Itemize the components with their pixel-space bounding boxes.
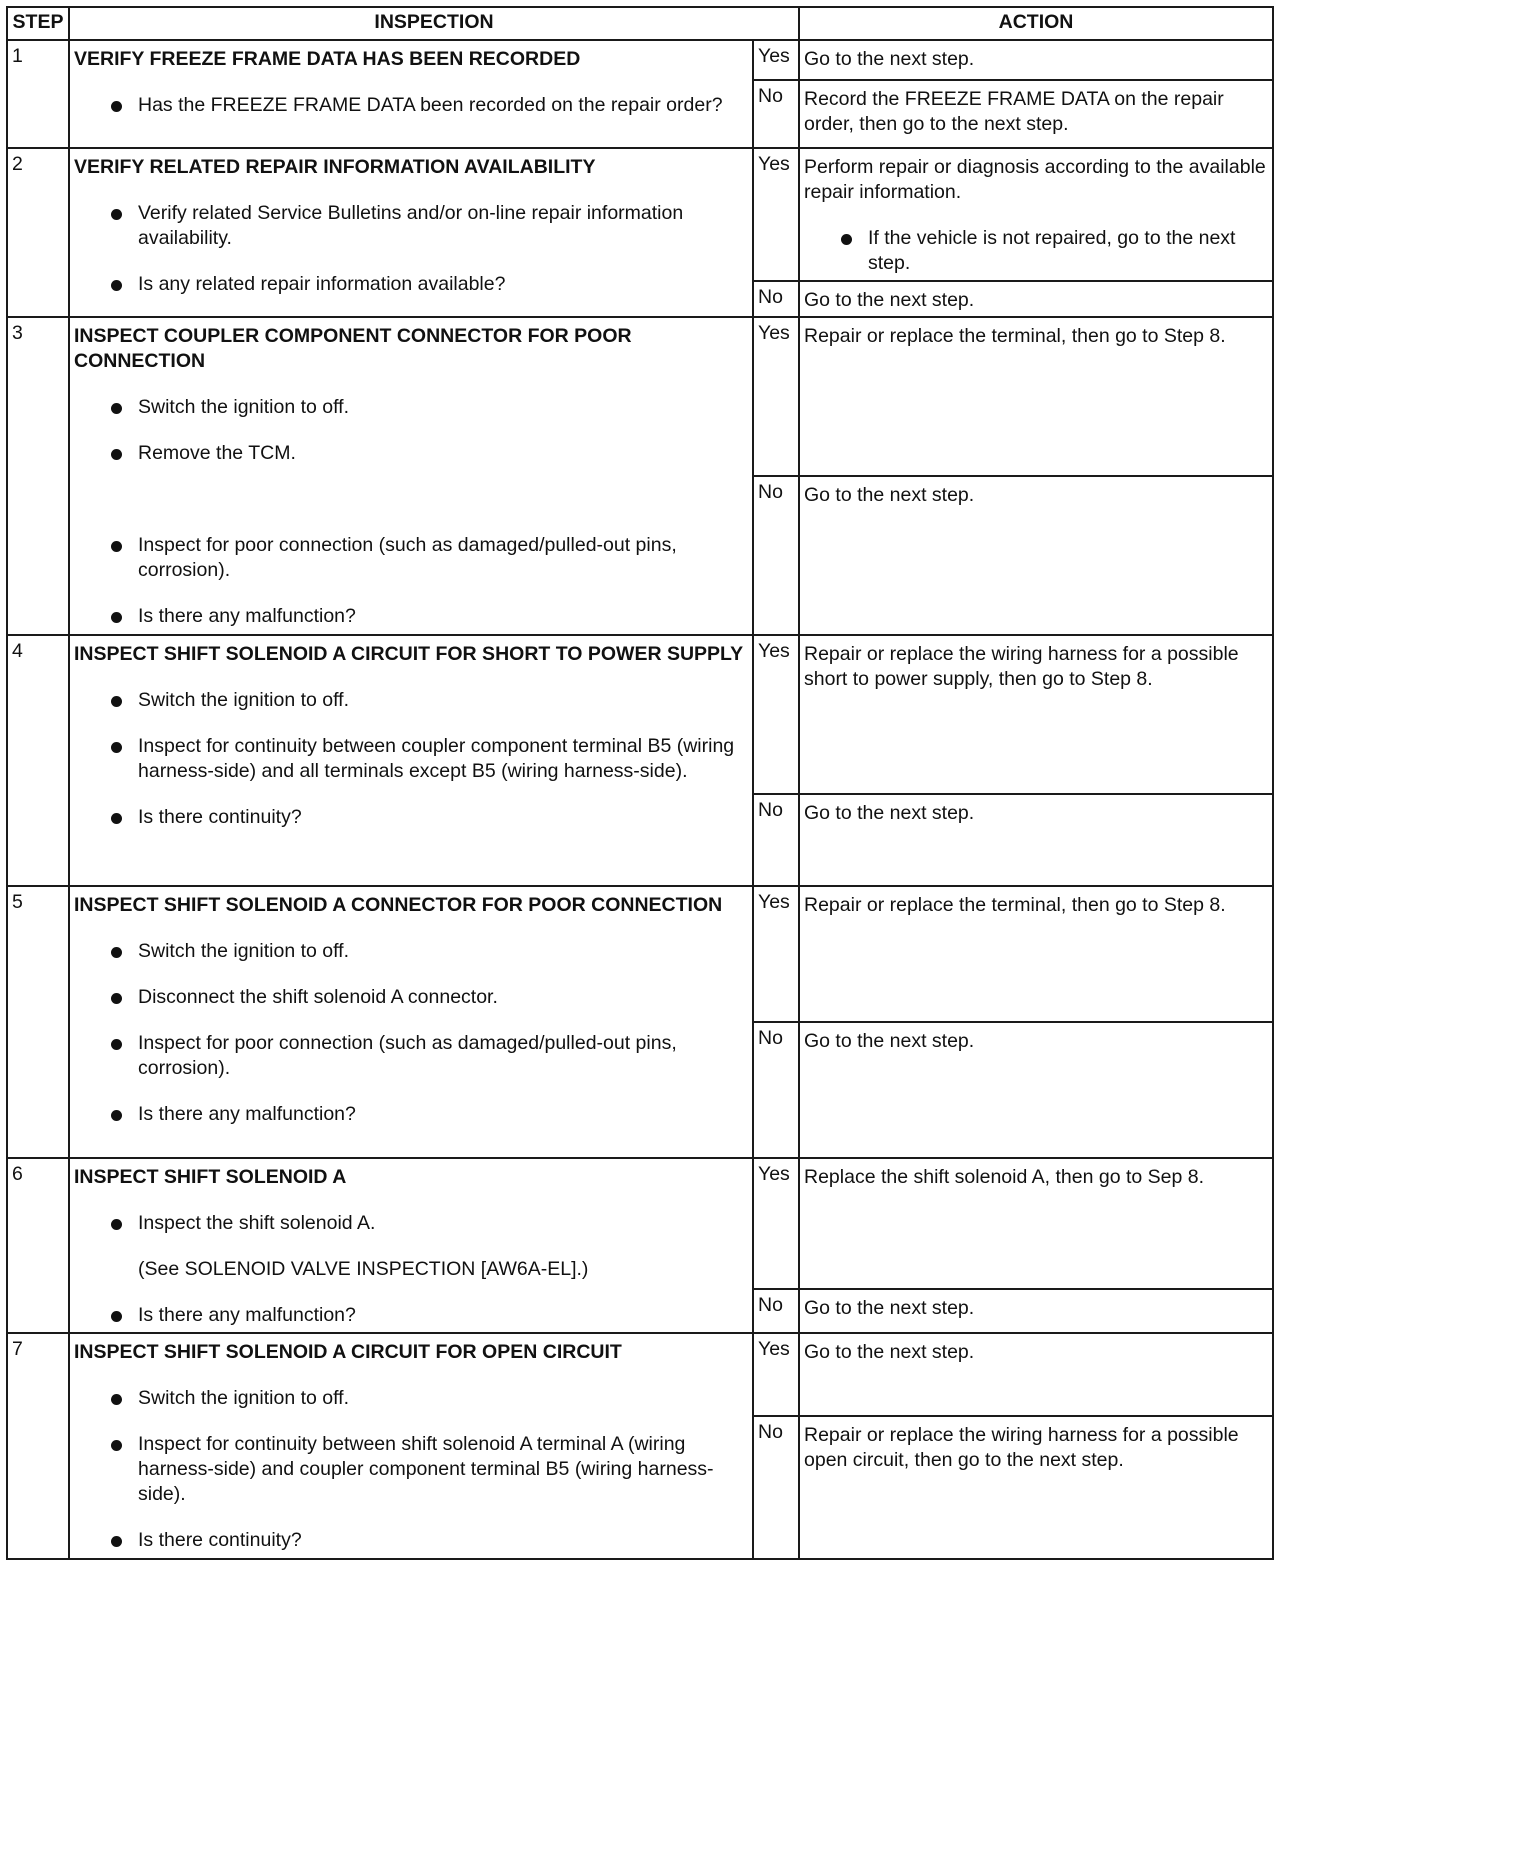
- inspection-bullets: [74, 1303, 748, 1328]
- yes-action-text: Repair or replace the terminal, then go to Step 8.: [804, 325, 1226, 347]
- no-action: [799, 1416, 1273, 1559]
- yes-label: Yes: [753, 148, 799, 281]
- yes-action-text: Repair or replace the wiring harness for a possible short to power supply, then go to Step 8.: [804, 643, 1239, 690]
- inspection-cell: [69, 635, 753, 886]
- step-7-yes-row: [7, 1333, 1273, 1416]
- bullet-item: Is there any malfunction?: [74, 1102, 748, 1127]
- yes-label: Yes: [753, 1158, 799, 1289]
- no-label: No: [753, 476, 799, 635]
- yes-action-text: Perform repair or diagnosis according to the available repair information.: [804, 156, 1266, 203]
- yes-action: [799, 40, 1273, 80]
- no-label: No: [753, 794, 799, 886]
- step-number: 4: [7, 635, 69, 886]
- yes-label: Yes: [753, 40, 799, 80]
- inspection-bullets: [74, 93, 748, 118]
- yes-action-text: Replace the shift solenoid A, then go to Sep 8.: [804, 1166, 1205, 1188]
- no-action-text: Go to the next step.: [804, 289, 975, 311]
- no-action-text: Go to the next step.: [804, 1297, 975, 1319]
- no-action-text: Go to the next step.: [804, 802, 975, 824]
- yes-label: Yes: [753, 635, 799, 794]
- no-action-text: Go to the next step.: [804, 1030, 975, 1052]
- inspection-title: INSPECT COUPLER COMPONENT CONNECTOR FOR POOR CONNECTION: [74, 325, 632, 372]
- inspection-bullets: [74, 688, 748, 830]
- step-3-yes-row: [7, 317, 1273, 476]
- no-action-text: Go to the next step.: [804, 484, 975, 506]
- no-action: [799, 281, 1273, 317]
- yes-label: Yes: [753, 1333, 799, 1416]
- inspection-note: (See SOLENOID VALVE INSPECTION [AW6A-EL].): [138, 1258, 589, 1280]
- action-sub-bullets: [804, 226, 1268, 276]
- no-action-text: Record the FREEZE FRAME DATA on the repair order, then go to the next step.: [804, 88, 1224, 135]
- bullet-item: Is there continuity?: [74, 805, 748, 830]
- inspection-cell: [69, 1158, 753, 1333]
- inspection-title: INSPECT SHIFT SOLENOID A CIRCUIT FOR OPEN CIRCUIT: [74, 1341, 622, 1363]
- inspection-cell: [69, 40, 753, 148]
- bullet-item: Is any related repair information available?: [74, 272, 748, 297]
- bullet-item: Switch the ignition to off.: [74, 395, 748, 420]
- bullet-item: Switch the ignition to off.: [74, 1386, 748, 1411]
- step-number: 6: [7, 1158, 69, 1333]
- bullet-item: Verify related Service Bulletins and/or on-line repair information availability.: [74, 201, 748, 251]
- step-header: STEP: [7, 7, 69, 40]
- inspection-title: INSPECT SHIFT SOLENOID A CIRCUIT FOR SHORT TO POWER SUPPLY: [74, 643, 744, 665]
- inspection-cell: [69, 886, 753, 1158]
- no-action: [799, 80, 1273, 148]
- no-label: No: [753, 80, 799, 148]
- yes-action: [799, 1158, 1273, 1289]
- step-5-yes-row: [7, 886, 1273, 1022]
- step-number: 5: [7, 886, 69, 1158]
- bullet-item: Disconnect the shift solenoid A connector.: [74, 985, 748, 1010]
- yes-action-text: Repair or replace the terminal, then go to Step 8.: [804, 894, 1226, 916]
- bullet-item: Inspect the shift solenoid A.: [74, 1211, 748, 1236]
- inspection-title: VERIFY FREEZE FRAME DATA HAS BEEN RECORDED: [74, 48, 581, 70]
- inspection-header: INSPECTION: [69, 7, 799, 40]
- inspection-title: VERIFY RELATED REPAIR INFORMATION AVAILABILITY: [74, 156, 596, 178]
- bullet-item: Is there any malfunction?: [74, 1303, 748, 1328]
- bullet-item: Inspect for continuity between coupler component terminal B5 (wiring harness-side) and all terminals except B5 (wiring harness-side).: [74, 734, 748, 784]
- bullet-item: Is there any malfunction?: [74, 604, 748, 629]
- bullet-item: Inspect for poor connection (such as damaged/pulled-out pins, corrosion).: [74, 533, 748, 583]
- diagnostic-procedure-sheet: [6, 6, 1272, 1562]
- bullet-item: Is there continuity?: [74, 1528, 748, 1553]
- yes-action: [799, 317, 1273, 476]
- yes-label: Yes: [753, 317, 799, 476]
- yes-action: [799, 148, 1273, 281]
- yes-action-text: Go to the next step.: [804, 48, 975, 70]
- step-number: 2: [7, 148, 69, 317]
- step-number: 3: [7, 317, 69, 635]
- no-label: No: [753, 281, 799, 317]
- no-action: [799, 476, 1273, 635]
- step-number: 1: [7, 40, 69, 148]
- step-4-yes-row: [7, 635, 1273, 794]
- step-number: 7: [7, 1333, 69, 1559]
- no-action: [799, 1022, 1273, 1158]
- bullet-item: Has the FREEZE FRAME DATA been recorded on the repair order?: [74, 93, 748, 118]
- step-2-yes-row: [7, 148, 1273, 281]
- no-label: No: [753, 1289, 799, 1333]
- yes-action: [799, 886, 1273, 1022]
- inspection-cell: [69, 317, 753, 635]
- yes-action: [799, 1333, 1273, 1416]
- inspection-cell: [69, 148, 753, 317]
- no-action: [799, 1289, 1273, 1333]
- no-label: No: [753, 1022, 799, 1158]
- no-label: No: [753, 1416, 799, 1559]
- no-action: [799, 794, 1273, 886]
- yes-action-text: Go to the next step.: [804, 1341, 975, 1363]
- bullet-item: Inspect for poor connection (such as damaged/pulled-out pins, corrosion).: [74, 1031, 748, 1081]
- bullet-item: Switch the ignition to off.: [74, 939, 748, 964]
- header-row: [7, 7, 1273, 40]
- inspection-title: INSPECT SHIFT SOLENOID A CONNECTOR FOR POOR CONNECTION: [74, 894, 723, 916]
- inspection-bullets: [74, 395, 748, 629]
- yes-label: Yes: [753, 886, 799, 1022]
- step-1-yes-row: [7, 40, 1273, 80]
- yes-action: [799, 635, 1273, 794]
- action-header: ACTION: [799, 7, 1273, 40]
- inspection-bullets: [74, 1386, 748, 1553]
- step-6-yes-row: [7, 1158, 1273, 1289]
- inspection-bullets: [74, 1211, 748, 1236]
- no-action-text: Repair or replace the wiring harness for a possible open circuit, then go to the next step.: [804, 1424, 1239, 1471]
- bullet-item: Remove the TCM.: [74, 441, 748, 466]
- bullet-item: Switch the ignition to off.: [74, 688, 748, 713]
- inspection-cell: [69, 1333, 753, 1559]
- bullet-item: Inspect for continuity between shift solenoid A terminal A (wiring harness-side) and coupler component terminal B5 (wiring harness-side).: [74, 1432, 748, 1507]
- action-sub-bullet: If the vehicle is not repaired, go to the next step.: [804, 226, 1268, 276]
- inspection-title: INSPECT SHIFT SOLENOID A: [74, 1166, 347, 1188]
- inspection-bullets: [74, 939, 748, 1127]
- inspection-bullets: [74, 201, 748, 297]
- diagnostic-table: [6, 6, 1274, 1560]
